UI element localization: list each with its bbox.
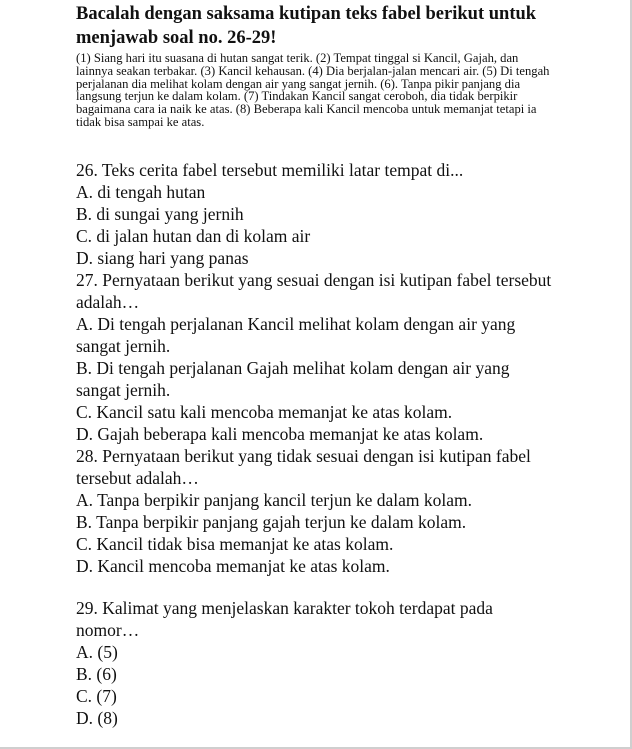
- option-d: D. Gajah beberapa kali mencoba memanjat ke atas kolam.: [76, 423, 484, 444]
- option-c: C. di jalan hutan dan di kolam air: [76, 225, 311, 246]
- option-b: B. Tanpa berpikir panjang gajah terjun ke dalam kolam.: [76, 511, 467, 532]
- question-text: 28. Pernyataan berikut yang tidak sesuai dengan isi kutipan fabel tersebut adalah…: [76, 445, 531, 488]
- question-text: 26. Teks cerita fabel tersebut memiliki latar tempat di...: [76, 159, 464, 180]
- instruction-title: Bacalah dengan saksama kutipan teks fabel berikut untuk menjawab soal no. 26-29!: [76, 4, 537, 48]
- option-c: C. (7): [76, 685, 117, 706]
- option-a: A. di tengah hutan: [76, 181, 206, 202]
- document-content: [76, 2, 628, 729]
- option-b: B. Di tengah perjalanan Gajah melihat kolam dengan air yang sangat jernih.: [76, 357, 510, 400]
- question-27: [76, 269, 628, 445]
- option-d: D. Kancil mencoba memanjat ke atas kolam.: [76, 555, 390, 576]
- option-a: A. Tanpa berpikir panjang kancil terjun ke dalam kolam.: [76, 489, 472, 510]
- option-b: B. di sungai yang jernih: [76, 203, 244, 224]
- question-26: [76, 159, 628, 269]
- question-29: [76, 597, 628, 729]
- option-a: A. (5): [76, 641, 118, 662]
- option-c: C. Kancil satu kali mencoba memanjat ke atas kolam.: [76, 401, 453, 422]
- fable-passage: (1) Siang hari itu suasana di hutan sangat terik. (2) Tempat tinggal si Kancil, Gajah, dan lainnya seakan terbakar. (3) Kancil kehausan. (4) Dia berjalan-jalan mencari air. (5) Di tengah perjalanan dia melihat kolam dengan air yang sangat jernih. (6). Tanpa pikir panjang dia langsung terjun ke dalam kolam. (7) Tindakan Kancil sangat ceroboh, dia tidak berpikir bagaimana cara ia naik ke atas. (8) Beberapa kali Kancil mencoba untuk memanjat tetapi ia tidak bisa sampai ke atas.: [76, 51, 550, 129]
- question-text: 27. Pernyataan berikut yang sesuai dengan isi kutipan fabel tersebut adalah…: [76, 269, 552, 312]
- option-b: B. (6): [76, 663, 117, 684]
- option-d: D. siang hari yang panas: [76, 247, 249, 268]
- option-c: C. Kancil tidak bisa memanjat ke atas kolam.: [76, 533, 394, 554]
- question-text: 29. Kalimat yang menjelaskan karakter tokoh terdapat pada nomor…: [76, 597, 493, 640]
- question-28: [76, 445, 628, 577]
- option-d: D. (8): [76, 707, 118, 728]
- option-a: A. Di tengah perjalanan Kancil melihat kolam dengan air yang sangat jernih.: [76, 313, 516, 356]
